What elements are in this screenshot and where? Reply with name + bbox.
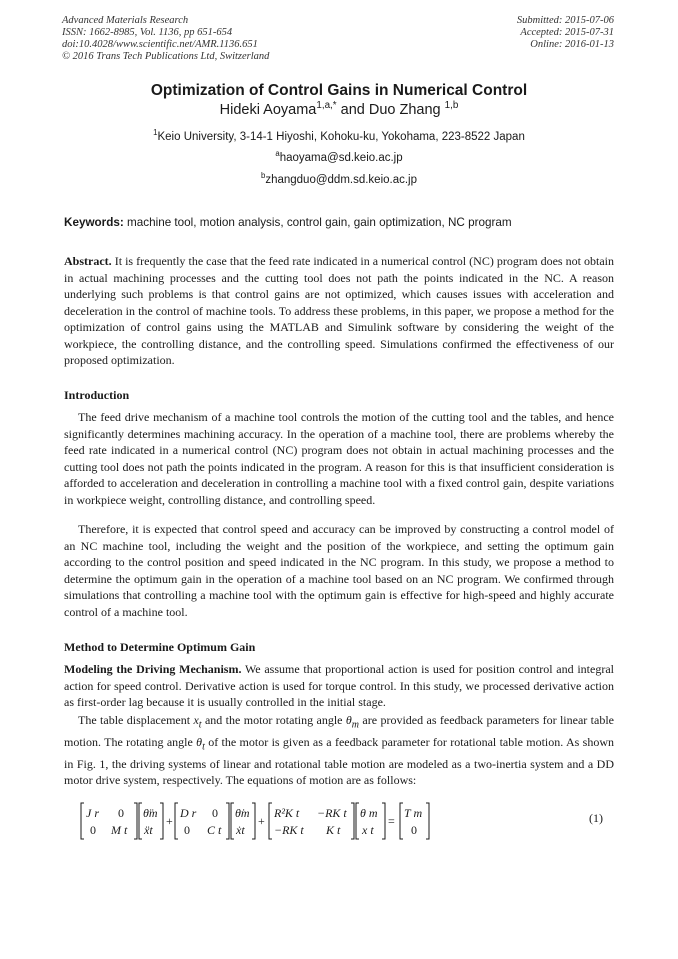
paper-title: Optimization of Control Gains in Numerical Control xyxy=(150,82,528,99)
svg-text:θ̈m: θ̈m xyxy=(143,806,158,820)
email-1: $^a$haoyama@sd.keio.ac.jp xyxy=(275,149,403,164)
damping-matrix xyxy=(175,803,229,839)
dates-header xyxy=(517,15,614,51)
equals-sign: = xyxy=(388,814,395,828)
subsection-heading: Modeling the Driving Mechanism. xyxy=(64,662,242,676)
displacement-vector xyxy=(356,803,385,839)
svg-text:M t: M t xyxy=(111,823,128,837)
svg-text:θ m: θ m xyxy=(360,806,378,820)
method-paragraph-2: The table displacement $x_t$ and the motor rotating angle $\theta_m$ are provided as feedback parameters for linear table motion. The rotating angle $\theta_t$ of the motor is given as a feedback parameter for rotational table motion. As shown in Fig. 1, the driving systems of linear and rotational table motion are modeled as a two-inertia system and a DD motor drive system, respectively. The equations of motion are as follows: xyxy=(64,713,614,788)
keywords: Keywords: machine tool, motion analysis, control gain, gain optimization, NC program xyxy=(64,216,512,229)
accepted-date: Accepted: 2015-07-31 xyxy=(520,27,614,38)
svg-text:0: 0 xyxy=(90,823,96,837)
stiffness-matrix xyxy=(269,803,354,839)
copyright-line: © 2016 Trans Tech Publications Ltd, Switzerland xyxy=(62,51,270,62)
email-2: $^b$zhangduo@ddm.sd.keio.ac.jp xyxy=(260,171,418,186)
svg-text:−RK t: −RK t xyxy=(274,823,304,837)
method-paragraph-1: Modeling the Driving Mechanism. We assume that proportional action is used for position control and integral action for speed control. Derivative action is used for torque control. In this study, we processed derivative action as first-order lag because it is usually controlled in the initial stage. xyxy=(64,662,614,709)
abstract-text: It is frequently the case that the feed rate indicated in a numerical control (NC) program does not obtain in actual machining processes and the cutting tool does not path the points indicated in the NC. A reason underlying such problems is that control gains are not optimized, which causes issues with acceleration and deceleration in the control of machine tools. To address these problems, in this paper, we propose a method for the optimization of control gains using the MATLAB and Simulink software by considering the weight of the workpiece, the controlling distance, and the controlling speed. Simulations confirmed the effectiveness of our proposed optimization. xyxy=(64,254,614,367)
journal-name: Advanced Materials Research xyxy=(62,15,189,26)
svg-text:x t: x t xyxy=(362,823,374,837)
acceleration-vector xyxy=(139,803,163,839)
author-1: Hideki Aoyama xyxy=(219,102,317,118)
section-heading-method: Method to Determine Optimum Gain xyxy=(64,640,256,654)
journal-header xyxy=(62,15,269,63)
svg-text:ẋt: ẋt xyxy=(236,823,245,837)
online-date: Online: 2016-01-13 xyxy=(530,39,614,50)
svg-text:0: 0 xyxy=(212,806,218,820)
equation-1 xyxy=(80,801,620,841)
svg-text:ẍt: ẍt xyxy=(144,823,153,837)
author-2: and Duo Zhang xyxy=(336,102,445,118)
author-1-marks: 1,a,* xyxy=(316,100,337,112)
svg-text:0: 0 xyxy=(411,823,417,837)
abstract xyxy=(64,253,614,369)
doi-line: doi:10.4028/www.scientific.net/AMR.1136.651 xyxy=(62,39,258,50)
svg-text:R²K t: R²K t xyxy=(274,806,300,820)
intro-paragraph-1: The feed drive mechanism of a machine tool controls the motion of the cutting tool and the tables, and hence significantly determines machining accuracy. In the operation of a machine tool, there are problems whereby the feed rate indicated in a numerical control (NC) program does not obtain in actual machining processes and the cutting tool does not path the points indicated in the program. A reason for this is that insufficient consideration is afforded to acceleration and deceleration in controlling a machine tool with a fixed control gain, despite variations in workpiece weight, controlling distance, and controlling speed. xyxy=(64,410,614,507)
svg-text:0: 0 xyxy=(118,806,124,820)
svg-text:θ̇m: θ̇m xyxy=(235,806,250,820)
abstract-label: Abstract. xyxy=(64,254,112,268)
affiliation: $^1$Keio University, 3-14-1 Hiyoshi, Kohoku-ku, Yokohama, 223-8522 Japan xyxy=(153,128,525,143)
torque-vector xyxy=(400,803,429,839)
svg-text:0: 0 xyxy=(184,823,190,837)
section-heading-introduction: Introduction xyxy=(64,388,130,402)
svg-text:J r: J r xyxy=(86,806,99,820)
svg-text:K t: K t xyxy=(326,823,341,837)
velocity-vector xyxy=(231,803,255,839)
plus-2: + xyxy=(258,814,265,828)
intro-paragraph-2: Therefore, it is expected that control speed and accuracy can be improved by constructing a control model of an NC machine tool, including the weight and the position of the workpiece, and setting the optimum gain according to the control position and speed indicated in the NC program. In this study, we propose a method to determine the optimum gain in the operation of a machine tool based on an NC program. We confirmed through simulations that controlling a machine tool with the optimum gain is effective for high-speed and highly accurate control of a machine tool. xyxy=(64,522,614,619)
svg-text:D r: D r xyxy=(180,806,197,820)
svg-text:C t: C t xyxy=(207,823,222,837)
plus-1: + xyxy=(166,814,173,828)
equation-number: (1) xyxy=(589,811,603,825)
svg-text:−RK t: −RK t xyxy=(317,806,347,820)
author-2-marks: 1,b xyxy=(444,100,459,112)
authors xyxy=(0,102,678,118)
mass-matrix xyxy=(81,803,137,839)
svg-text:T m: T m xyxy=(404,806,423,820)
issn-line: ISSN: 1662-8985, Vol. 1136, pp 651-654 xyxy=(62,27,233,38)
submitted-date: Submitted: 2015-07-06 xyxy=(516,15,614,26)
